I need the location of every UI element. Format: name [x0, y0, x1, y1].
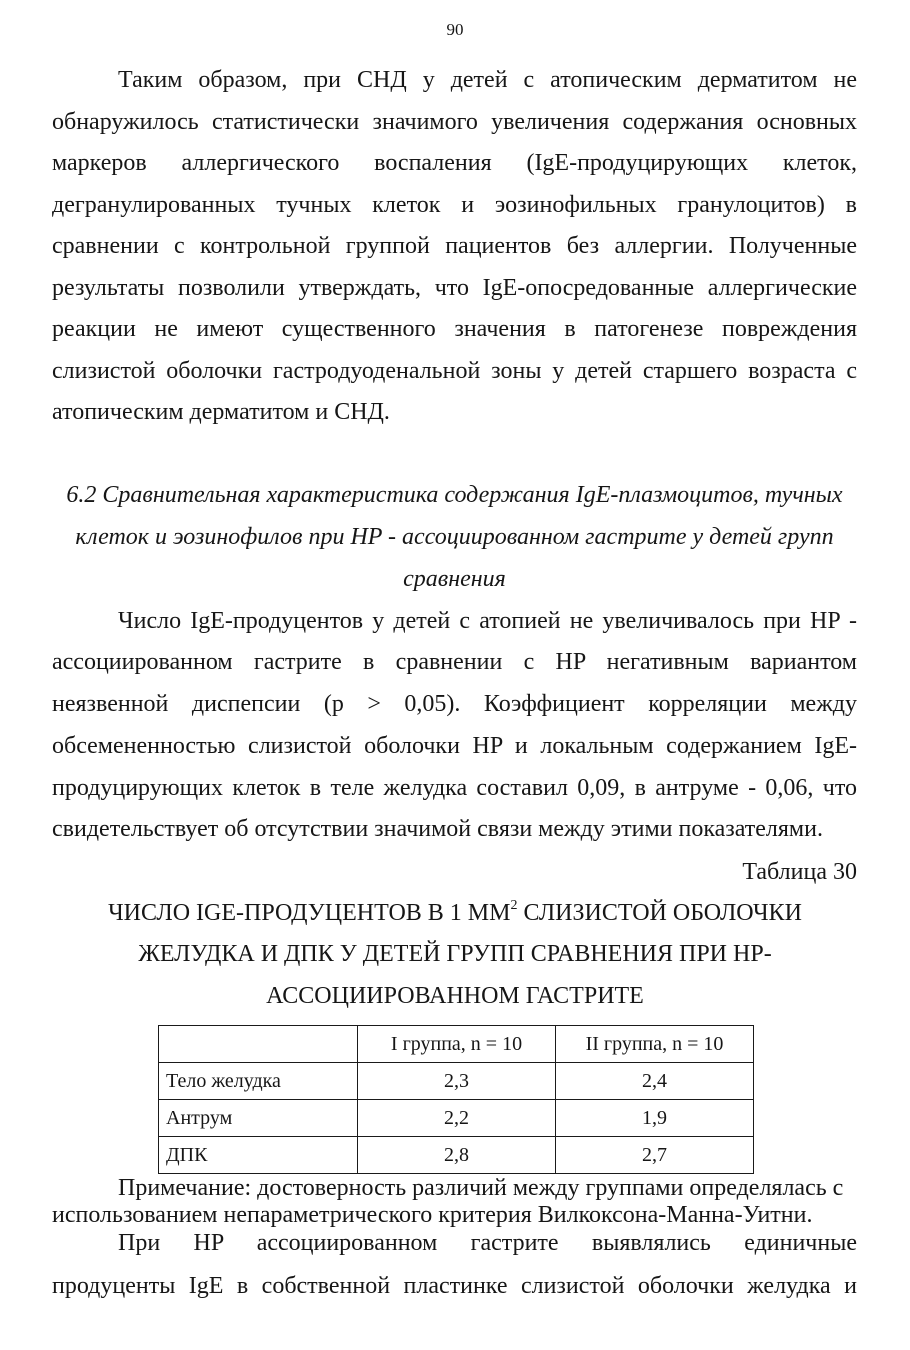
row-label: ДПК	[159, 1137, 358, 1174]
body-line: результаты позволили утверждать, что IgE-опосредованные аллергические	[52, 274, 857, 301]
table-title-text: ЧИСЛО IGE-ПРОДУЦЕНТОВ В 1 ММ	[108, 899, 511, 926]
value-cell: 2,8	[358, 1137, 556, 1174]
body-line: дегранулированных тучных клеток и эозинофильных гранулоцитов) в	[52, 191, 857, 218]
row-label: Антрум	[159, 1100, 358, 1137]
heading-line: сравнения	[403, 566, 506, 592]
paragraph-correlation	[52, 601, 857, 852]
body-line: ассоциированном гастрите в сравнении с HP негативным вариантом	[52, 649, 857, 676]
value-cell: 2,4	[556, 1063, 754, 1100]
value-cell: 1,9	[556, 1100, 754, 1137]
corner-cell	[159, 1026, 358, 1063]
table-title-line: ЖЕЛУДКА И ДПК У ДЕТЕЙ ГРУПП СРАВНЕНИЯ ПРИ HP-	[138, 941, 772, 967]
value-cell: 2,7	[556, 1137, 754, 1174]
value-cell: 2,3	[358, 1063, 556, 1100]
body-line: Число IgE-продуцентов у детей с атопией не увеличивалось при HP -	[118, 607, 857, 634]
table-title-line	[0, 893, 910, 935]
table-row	[159, 1100, 754, 1137]
heading-line: клеток и эозинофилов при HP - ассоциированном гастрите у детей групп	[75, 524, 834, 550]
table-label: Таблица 30	[742, 858, 857, 885]
column-header-group-2: II группа, n = 10	[556, 1026, 754, 1063]
table-title-text: СЛИЗИСТОЙ ОБОЛОЧКИ	[517, 899, 802, 926]
value-cell: 2,2	[358, 1100, 556, 1137]
body-line: неязвенной диспепсии (p > 0,05). Коэффициент корреляции между	[52, 691, 857, 718]
body-line: свидетельствует об отсутствии значимой связи между этими показателями.	[52, 816, 823, 843]
body-line: обнаружилось статистически значимого увеличения содержания основных	[52, 108, 857, 135]
paragraph-hp-findings	[52, 1222, 857, 1308]
note-line: Примечание: достоверность различий между группами определялась с	[118, 1175, 844, 1201]
body-line: продуцирующих клеток в теле желудка составил 0,09, в антруме - 0,06, что	[52, 774, 857, 801]
note-line: использованием непараметрического критерия Вилкоксона-Манна-Уитни.	[52, 1202, 813, 1228]
table-title-line: АССОЦИИРОВАННОМ ГАСТРИТЕ	[266, 982, 644, 1009]
heading-line: 6.2 Сравнительная характеристика содержания IgE-плазмоцитов, тучных	[66, 482, 843, 508]
superscript-2: 2	[510, 897, 518, 913]
paragraph-conclusion	[52, 60, 857, 434]
body-line: атопическим дерматитом и СНД.	[52, 399, 390, 425]
body-line: продуценты IgE в собственной пластинке слизистой оболочки желудка и	[52, 1273, 857, 1299]
section-heading	[52, 474, 857, 600]
body-line: реакции не имеют существенного значения в патогенезе повреждения	[52, 316, 857, 342]
body-line: обсемененностью слизистой оболочки HP и локальным содержанием IgE-	[52, 732, 857, 759]
body-line: Таким образом, при СНД у детей с атопическим дерматитом не	[118, 67, 857, 93]
table-title	[0, 893, 910, 1018]
results-table	[158, 1025, 754, 1174]
body-line: слизистой оболочки гастродуоденальной зоны у детей старшего возраста с	[52, 357, 857, 384]
column-header-group-1: I группа, n = 10	[358, 1026, 556, 1063]
body-line: маркеров аллергического воспаления (IgE-продуцирующих клеток,	[52, 150, 857, 176]
table-row	[159, 1137, 754, 1174]
page-number: 90	[446, 20, 464, 39]
table-note	[52, 1175, 857, 1229]
table-header-row	[159, 1026, 754, 1063]
row-label: Тело желудка	[159, 1063, 358, 1100]
body-line: При HP ассоциированном гастрите выявлялись единичные	[118, 1230, 857, 1256]
table-row	[159, 1063, 754, 1100]
body-line: сравнении с контрольной группой пациентов без аллергии. Полученные	[52, 233, 857, 259]
